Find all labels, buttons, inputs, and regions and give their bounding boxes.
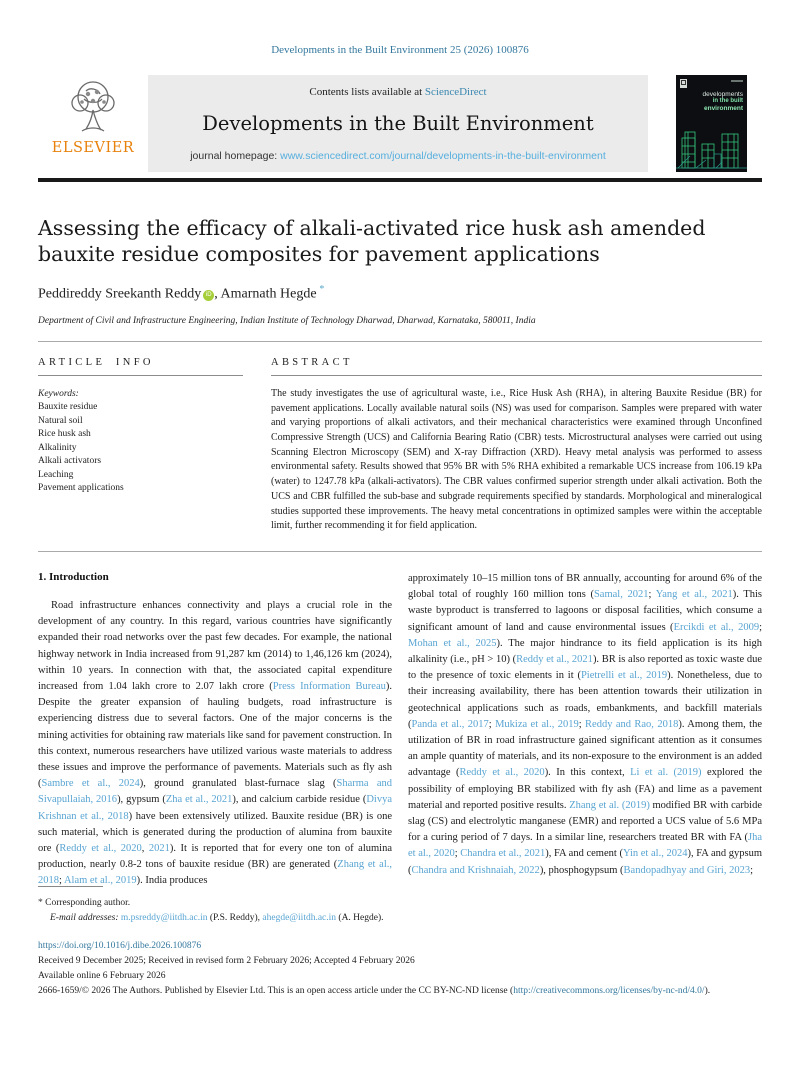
abstract-text: The study investigates the use of agricultural waste, i.e., Rice Husk Ash (RHA), in altering Bauxite Residue (BR) for pavement applications. Locally available natural soils (NS) was used for comparison. Samples were prepared with water and varying proportions of alkali activators, and their mechanical characteristics were examined through Unconfined Compressive Strength (UCS) and California Bearing Ratio (CBR) tests. Microstructural analyses were carried out using Scanning Electron Microscopy (SEM) and X-ray Diffraction (XRD). Heavy metal analysis was performed to assess environmental safety. Results showed that 95% BR with 5% RHA exhibited a remarkable UCS increase from 106.19 kPa (water) to 1247.78 kPa (alkali-activators). The CBR values confirmed superior strength under alkali activation. Both the UCS and CBR fulfilled the sub-base and subgrade requirements specified by standards. Morphological and mineralogical studies supported these improvements. The heavy metal concentrations in optimized samples were within the acceptable limit, further recommending it for field application. (271, 387, 762, 532)
text-segment: ). Among them, the utilization of BR in road infrastructure gained significant attention as it consumes an ample quantity of materials, and its non-exposure to the environment is an added advantage ( (408, 718, 762, 779)
text-segment: (P.S. Reddy), (207, 913, 263, 923)
inline-link[interactable]: Li et al. (2019) (630, 767, 702, 779)
text-segment: approximately 10–15 million tons of BR annually, accounting for around 6% of the global total of roughly 160 million tons ( (408, 572, 762, 601)
text-segment: Road infrastructure enhances connectivity and plays a crucial role in the development of any country. In this regard, various countries have significantly expanded their road networks over the past few decades. For example, the national highway network in India increased from 91,287 km (2014) to 1,46,126 km (2024), within 10 years. In connection with that, the associated capital expenditure increased from 1.04 lakh crore to 2.07 lakh crore ( (38, 599, 392, 692)
author-separator: , (214, 286, 221, 302)
text-segment: ). Nonetheless, due to their increasing availability, there has been attention towards their utilization in geotechnical applications such as roads, embankments, and backfill materials ( (408, 670, 763, 730)
received-dates-line: Received 9 December 2025; Received in revised form 2 February 2026; Accepted 4 February 2026 (38, 956, 415, 966)
inline-link[interactable]: Mohan et al., 2025 (408, 637, 497, 649)
footnote-rule (38, 886, 103, 887)
header-divider (38, 341, 762, 342)
inline-link[interactable]: Panda et al., 2017 (411, 718, 489, 730)
text-segment: ). In this context, (544, 767, 631, 779)
section-heading-introduction: 1. Introduction (38, 570, 109, 583)
article-info-column (38, 357, 243, 534)
text-segment: ; (488, 718, 496, 730)
elsevier-wordmark: ELSEVIER (51, 140, 135, 156)
masthead-divider (38, 178, 762, 182)
sciencedirect-link[interactable]: ScienceDirect (424, 86, 487, 98)
elsevier-logo[interactable] (38, 75, 148, 172)
introduction-section (38, 571, 762, 890)
license-line (38, 984, 762, 999)
abstract-column (271, 357, 762, 534)
text-segment: 2666-1659/© 2026 The Authors. Published by Elsevier Ltd. This is an open access article under the CC BY-NC-ND license ( (38, 986, 514, 996)
inline-link[interactable]: Sharma and Sivapullaiah, 2016 (38, 778, 392, 806)
inline-link[interactable]: http://creativecommons.org/licenses/by-nc-nd/4.0/ (513, 986, 705, 996)
doi-link[interactable]: https://doi.org/10.1016/j.dibe.2026.100876 (38, 941, 202, 951)
inline-link[interactable]: Reddy et al., 2020 (59, 842, 142, 854)
affiliation: Department of Civil and Infrastructure Engineering, Indian Institute of Technology Dharwad, Dharwad, Karnataka, 580011, India (38, 315, 536, 326)
abstract-rule (271, 375, 762, 376)
keyword: Bauxite residue (38, 401, 98, 412)
text-segment: explored the possibility of employing BR stabilized with fly ash (FA) and lime as a pavement material and reported positive results. (408, 767, 762, 811)
inline-link[interactable]: Sambre et al., 2024 (41, 778, 140, 790)
journal-homepage-link[interactable]: www.sciencedirect.com/journal/developments-in-the-built-environment (280, 150, 606, 162)
inline-link[interactable]: Reddy et al., 2020 (459, 767, 545, 779)
keyword: Pavement applications (38, 483, 124, 494)
text-segment: ). This waste byproduct is transferred to lagoons or disposal facilities, which consume a significant amount of land and cause environmental issues ( (408, 589, 763, 633)
text-segment: ; (578, 718, 586, 730)
elsevier-tree-icon (60, 77, 126, 139)
text-segment: ), gypsum ( (117, 794, 166, 806)
inline-link[interactable]: Zhang et al., 2018 (38, 859, 393, 887)
journal-title: Developments in the Built Environment (202, 112, 594, 135)
abstract-heading: ABSTRACT (271, 356, 353, 368)
text-segment: ; (59, 875, 64, 887)
inline-link[interactable]: Mukiza et al., 2019 (495, 718, 579, 730)
keyword: Natural soil (38, 415, 83, 426)
text-segment: , (141, 842, 149, 854)
author-name-hegde[interactable]: Amarnath Hegde (220, 286, 317, 302)
text-segment: ; (454, 848, 461, 860)
keywords-label: Keywords: (38, 388, 79, 399)
corresponding-author-note: * Corresponding author. (38, 898, 131, 908)
text-segment: ; (750, 864, 754, 876)
keyword: Alkali activators (38, 456, 102, 467)
cover-elsevier-mark (680, 79, 687, 88)
inline-link[interactable]: Samal, 2021 (593, 589, 649, 601)
contents-line (148, 86, 648, 98)
inline-link[interactable]: Pietrelli et al., 2019 (580, 670, 668, 682)
text-segment: E-mail addresses: (50, 913, 121, 923)
inline-link[interactable]: Alam et al., 2019 (63, 875, 137, 887)
text-segment: ; (759, 621, 762, 633)
text-segment: ), and calcium carbide residue ( (232, 794, 367, 806)
text-segment: ). The major hindrance to its field application is its high alkalinity (i.e., pH > 10) ( (408, 637, 763, 665)
masthead-banner (148, 75, 648, 172)
inline-link[interactable]: Zha et al., 2021 (165, 794, 233, 806)
text-segment: ; (648, 589, 656, 601)
running-head-citation[interactable]: Developments in the Built Environment 25 (2026) 100876 (271, 44, 529, 56)
inline-link[interactable]: Divya Krishnan et al., 2018 (38, 794, 392, 822)
intro-paragraph-right (408, 571, 762, 879)
text-segment: ), ground granulated blast-furnace slag ( (139, 778, 337, 790)
body-left-column (38, 571, 392, 890)
inline-link[interactable]: Yin et al., 2024 (622, 848, 688, 860)
text-segment: (A. Hegde). (336, 913, 384, 923)
keyword: Leaching (38, 469, 74, 480)
cover-wireframe-art (676, 120, 747, 172)
keyword: Alkalinity (38, 442, 77, 453)
article-info-heading: ARTICLE INFO (38, 356, 154, 368)
author-name-reddy[interactable]: Peddireddy Sreekanth Reddy (38, 286, 202, 302)
article-info-rule (38, 375, 243, 376)
email-addresses-line (38, 911, 762, 926)
text-segment: ). It is reported that for every one ton of alumina production, nearly 0.8-2 tons of bauxite residue (BR) are generated ( (38, 842, 392, 871)
homepage-line (148, 150, 648, 162)
text-segment: ), FA and cement ( (545, 848, 623, 860)
orcid-icon[interactable]: iD (203, 290, 214, 301)
text-segment: ). (704, 986, 711, 996)
inline-link[interactable]: Yang et al., 2021 (655, 589, 733, 601)
inline-link[interactable]: Zhang et al. (2019) (569, 799, 650, 811)
text-segment: modified BR with carbide slag (CS) and electrolytic manganese (EMR) and reported a UCS value of 5.6 MPa for a curing period of 7 days. In a similar line, researchers treated BR with FA ( (408, 799, 762, 844)
inline-link[interactable]: Ercikdi et al., 2009 (673, 621, 760, 633)
abstract-body-divider (38, 551, 762, 552)
text-segment: ). BR is also reported as toxic waste due to the presence of toxic elements in it ( (408, 653, 763, 682)
inline-link[interactable]: Reddy and Rao, 2018 (585, 718, 679, 730)
intro-paragraph-left (38, 598, 392, 890)
info-abstract-section (38, 357, 762, 534)
text-segment: ), FA and gypsum ( (408, 848, 763, 876)
available-online-line: Available online 6 February 2026 (38, 971, 166, 981)
inline-link[interactable]: ahegde@iitdh.ac.in (262, 913, 337, 923)
cover-title: developments in the built environment (702, 91, 743, 112)
author-line (38, 284, 762, 303)
contents-prefix: Contents lists available at (309, 86, 425, 98)
footnote-block (38, 886, 762, 999)
journal-cover-thumbnail[interactable] (676, 75, 747, 172)
text-segment: ). India produces (136, 875, 208, 887)
inline-link[interactable]: m.psreddy@iitdh.ac.in (120, 913, 208, 923)
inline-link[interactable]: Press Information Bureau (272, 680, 386, 692)
inline-link[interactable]: Bandopadhyay and Giri, 2023 (623, 864, 751, 876)
journal-masthead (38, 75, 762, 172)
inline-link[interactable]: Chandra and Krishnaiah, 2022 (411, 864, 540, 876)
homepage-prefix: journal homepage: (190, 150, 281, 162)
article-title: Assessing the efficacy of alkali-activated rice husk ash amended bauxite residue composites for pavement applications (38, 216, 706, 266)
text-segment: ). Despite the greater expansion of hauling budgets, road infrastructure is experiencing distress due to several factors. One of the major concerns is the mining activities for obtaining raw materials like sand for pavement construction. In this context, numerous researchers have utilized various waste materials to address these issues and improve the performance of pavements. Materials such as fly ash ( (38, 680, 392, 790)
inline-link[interactable]: Jha et al., 2020 (408, 832, 762, 860)
inline-link[interactable]: Chandra et al., 2021 (460, 848, 546, 860)
inline-link[interactable]: 2021 (148, 842, 170, 854)
body-right-column (408, 571, 762, 890)
text-segment: ), phosphogypsum ( (539, 864, 624, 876)
keyword: Rice husk ash (38, 429, 91, 440)
footnote-star: * (38, 898, 43, 908)
inline-link[interactable]: Reddy et al., 2021 (516, 653, 593, 665)
cover-issue-label (731, 80, 743, 82)
corresponding-author-marker[interactable]: * (319, 284, 325, 296)
text-segment: ) have been extensively utilized. Bauxite residue (BR) is one such material, which is generated during the production of alumina from bauxite ore ( (38, 810, 392, 854)
